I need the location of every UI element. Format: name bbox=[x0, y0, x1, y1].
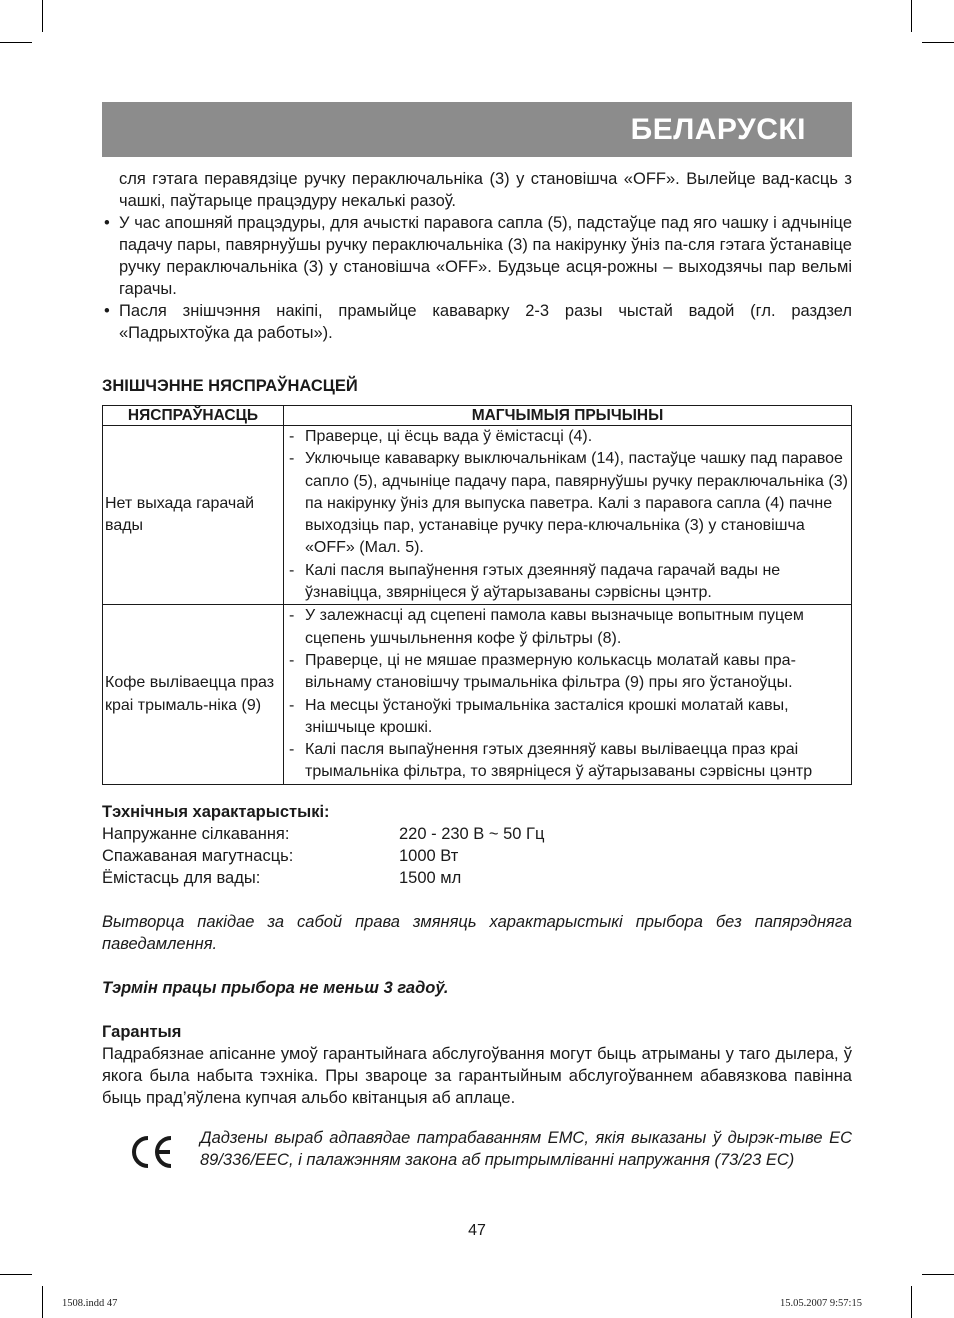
crop-mark bbox=[0, 42, 32, 43]
cause-item: - На месцы ўстаноўкі трымальніка засталіся крошкі молатай кавы, знішчыце крошкі. bbox=[289, 696, 789, 736]
column-header-causes: МАГЧЫМЫЯ ПРЫЧЫНЫ bbox=[284, 406, 852, 426]
page-number: 47 bbox=[468, 1222, 486, 1239]
cause-item: - Праверце, ці ёсць вада ў ёмістасці (4). bbox=[289, 428, 593, 445]
spec-label: Ёмістасць для вады: bbox=[102, 868, 261, 887]
table-row bbox=[103, 426, 852, 605]
cause-item: - Праверце, ці не мяшае празмерную колькасць молатай кавы пра-вільнаму становішчу трымальніка фільтра (9) пры яго ўстаноўцы. bbox=[289, 651, 796, 692]
problem-cell: Нет выхада гарачай вады bbox=[103, 426, 284, 605]
causes-cell bbox=[284, 426, 852, 605]
warranty-title: Гарантыя bbox=[102, 1022, 182, 1041]
cause-item: - Уключыце кававарку выключальнікам (14), пастаўце чашку пад паравое сапло (5), адчыніце падачу пара, павярнуўшы ручку пераключальніка (3) па накірунку ўніз для выпуска паветра. Калі з паравога сапла (4) пачне выходзіць пар, устанавіце ручку пера-ключальніка (3) у становішча «OFF» (Мал. 5). bbox=[289, 450, 848, 557]
language-header bbox=[102, 102, 852, 157]
intro-bullet-list bbox=[102, 212, 852, 344]
spec-label: Спажаваная магутнасць: bbox=[102, 846, 294, 865]
spec-value: 220 - 230 В ~ 50 Гц bbox=[399, 824, 545, 843]
column-header-problem: НЯСПРАЎНАСЦЬ bbox=[103, 406, 284, 426]
crop-mark bbox=[922, 42, 954, 43]
cause-item: - Калі пасля выпаўнення гэтых дзеянняў падача гарачай вады не ўзнавіцца, звярніцеся ў аўтарызаваны сэрвісны цэнтр. bbox=[289, 561, 781, 602]
table-row bbox=[103, 605, 852, 784]
troubleshooting-table bbox=[102, 405, 852, 785]
list-item: • У час апошняй працэдуры, для ачысткі паравога сапла (5), падстаўце пад яго чашку і адчыніце падачу пары, павярнуўшы ручку пераключальніка (3) па накірунку ўніз па-сля гэтага ўстанавіце ручку пераключальніка (3) у становішча «OFF». Будзьце асця-рожны – выходзячы пар вельмі гарачы. bbox=[104, 214, 852, 298]
manufacturer-notice: Вытворца пакідае за сабой права змяняць характарыстыкі прыбора без папярэдняга паведамлення. bbox=[102, 912, 852, 953]
spec-value: 1000 Вт bbox=[399, 846, 459, 865]
problem-cell: Кофе выліваецца праз краі трымаль-ніка (9) bbox=[103, 605, 284, 784]
crop-mark bbox=[911, 0, 912, 32]
bullet-icon: • bbox=[104, 214, 110, 232]
page-content bbox=[102, 168, 852, 1171]
compliance-block bbox=[102, 1127, 852, 1171]
language-title: БЕЛАРУСКІ bbox=[630, 113, 806, 146]
compliance-text: Дадзены выраб адпавядае патрабаванням EMC, якія выказаны ў дырэк-тыве EC 89/336/EEC, і палажэнням закона аб прытрымліванні напружання (73/23 EC) bbox=[200, 1128, 852, 1169]
spec-row bbox=[102, 867, 852, 889]
crop-mark bbox=[42, 1286, 43, 1318]
crop-mark bbox=[42, 0, 43, 32]
file-slug: 1508.indd 47 bbox=[62, 1298, 118, 1309]
specs-title: Тэхнічныя характарыстыкі: bbox=[102, 802, 330, 821]
spec-row bbox=[102, 823, 852, 845]
list-item: • Пасля знішчэння накіпі, прамыйце кававарку 2-3 разы чыстай вадой (гл. раздзел «Падрыхтоўка да работы»). bbox=[104, 302, 852, 342]
causes-cell bbox=[284, 605, 852, 784]
ce-mark-icon bbox=[102, 1127, 200, 1171]
crop-mark bbox=[0, 1274, 32, 1275]
cause-item: - У залежнасці ад сцепені памола кавы вызначыце вопытным пуцем сцепень ушчыльнення кофе ў фільтры (8). bbox=[289, 607, 804, 647]
troubleshooting-heading: ЗНІШЧЭННЕ НЯСПРАЎНАСЦЕЙ bbox=[102, 377, 358, 395]
service-life: Тэрмін працы прыбора не меньш 3 гадоў. bbox=[102, 978, 449, 997]
intro-continuation: сля гэтага перавядзіце ручку пераключальніка (3) у становішча «OFF». Вылейце вад-касць з чашкі, паўтарыце працэдуру некалькі разоў. bbox=[119, 170, 852, 210]
spec-value: 1500 мл bbox=[399, 868, 462, 887]
table-header-row bbox=[103, 406, 852, 426]
crop-mark bbox=[922, 1274, 954, 1275]
bullet-icon: • bbox=[104, 302, 110, 320]
date-slug: 15.05.2007 9:57:15 bbox=[780, 1298, 862, 1309]
spec-label: Напружанне сілкавання: bbox=[102, 824, 290, 843]
cause-item: - Калі пасля выпаўнення гэтых дзеянняў кавы выліваецца праз краі трымальніка фільтра, то звярніцеся ў аўтарызаваны сэрвісны цэнтр bbox=[289, 741, 813, 781]
warranty-text: Падрабязнае апісанне умоў гарантыйнага абслугоўвання могут быць атрыманы у таго дылера, ў якога была набыта тэхніка. Пры звароце за гарантыйным абслугоўваннем абавязкова павінна быць прад’яўлена купчая альбо квітанцыя аб аплаце. bbox=[102, 1044, 852, 1107]
spec-row bbox=[102, 845, 852, 867]
crop-mark bbox=[911, 1286, 912, 1318]
